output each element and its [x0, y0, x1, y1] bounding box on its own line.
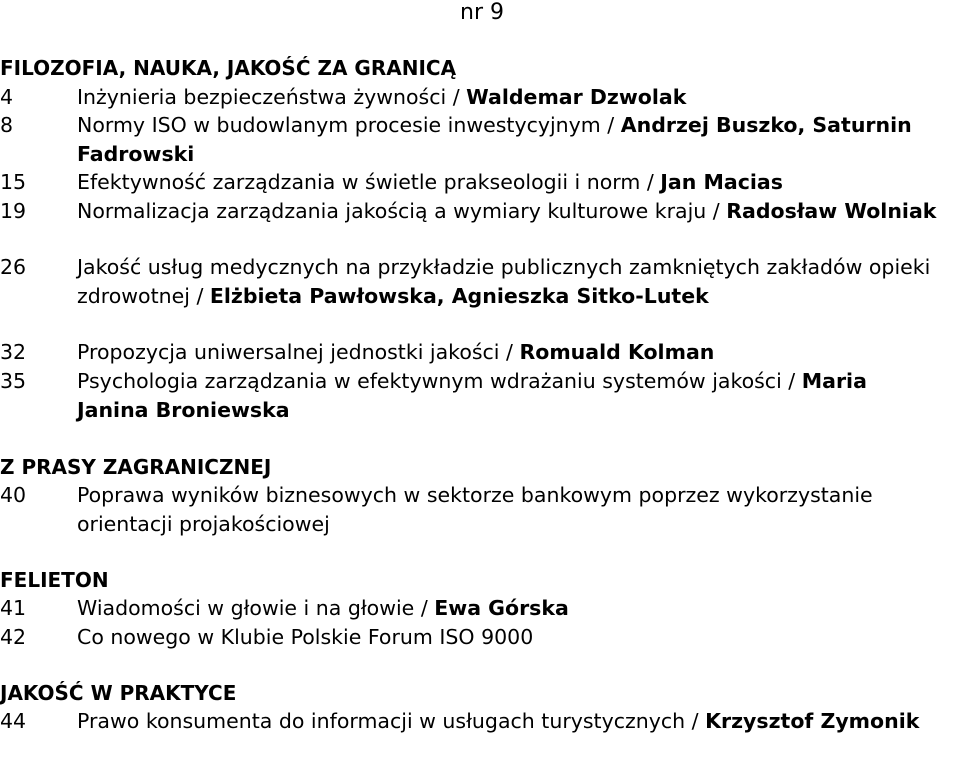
- toc-entry: [0, 623, 940, 652]
- entry-author: Andrzej Buszko, Saturnin Fadrowski: [77, 113, 912, 166]
- toc-entry: [0, 367, 940, 424]
- toc-entry: [0, 707, 940, 736]
- entry-title: Psychologia zarządzania w efektywnym wdrażaniu systemów jakości /: [77, 369, 802, 393]
- entry-title: Efektywność zarządzania w świetle prakseologii i norm /: [77, 170, 661, 194]
- section-heading: FILOZOFIA, NAUKA, JAKOŚĆ ZA GRANICĄ: [0, 56, 457, 80]
- entry-author: Radosław Wolniak: [726, 199, 937, 223]
- entry-author: Maria Janina Broniewska: [77, 369, 867, 422]
- entry-title: Jakość usług medycznych na przykładzie publicznych zamkniętych zakładów opieki zdrowotnej /: [77, 255, 931, 308]
- entry-title: Inżynieria bezpieczeństwa żywności /: [77, 85, 467, 109]
- page-number: 41: [0, 596, 27, 620]
- page-number: 40: [0, 483, 27, 507]
- page-number: 44: [0, 709, 27, 733]
- issue-number: nr 9: [460, 0, 504, 25]
- toc-entry: [0, 481, 940, 538]
- entry-title: Normalizacja zarządzania jakością a wymiary kulturowe kraju /: [77, 199, 727, 223]
- toc-entry: [0, 168, 940, 197]
- page-number: 19: [0, 199, 27, 223]
- page-number: 8: [0, 113, 14, 137]
- entry-title: Prawo konsumenta do informacji w usługach turystycznych /: [77, 709, 706, 733]
- toc-entry: [0, 83, 940, 112]
- toc-entry: [0, 338, 940, 367]
- toc-entry: [0, 594, 940, 623]
- page-number: 35: [0, 369, 27, 393]
- section-heading: JAKOŚĆ W PRAKTYCE: [0, 681, 237, 705]
- entry-title: Co nowego w Klubie Polskie Forum ISO 9000: [77, 625, 534, 649]
- entry-author: Romuald Kolman: [519, 340, 715, 364]
- page-number: 42: [0, 625, 27, 649]
- section-heading: FELIETON: [0, 568, 109, 592]
- entry-author: Elżbieta Pawłowska, Agnieszka Sitko-Lutek: [209, 283, 709, 308]
- page-number: 15: [0, 170, 27, 194]
- entry-author: Ewa Górska: [434, 596, 569, 620]
- entry-title: Propozycja uniwersalnej jednostki jakości /: [77, 340, 520, 364]
- entry-author: Jan Macias: [660, 170, 783, 194]
- toc-entry: [0, 111, 940, 168]
- toc-entry: [0, 253, 940, 310]
- page-number: 4: [0, 85, 14, 109]
- page-number: 32: [0, 340, 27, 364]
- entry-author: Krzysztof Zymonik: [705, 709, 920, 733]
- page-number: 26: [0, 255, 27, 279]
- section-heading: Z PRASY ZAGRANICZNEJ: [0, 455, 272, 479]
- entry-title: Wiadomości w głowie i na głowie /: [77, 596, 435, 620]
- entry-title: Normy ISO w budowlanym procesie inwestycyjnym /: [77, 113, 621, 137]
- toc-entry: [0, 197, 940, 226]
- entry-title: Poprawa wyników biznesowych w sektorze bankowym poprzez wykorzystanie orientacji projakościowej: [77, 483, 873, 536]
- entry-author: Waldemar Dzwolak: [466, 85, 687, 109]
